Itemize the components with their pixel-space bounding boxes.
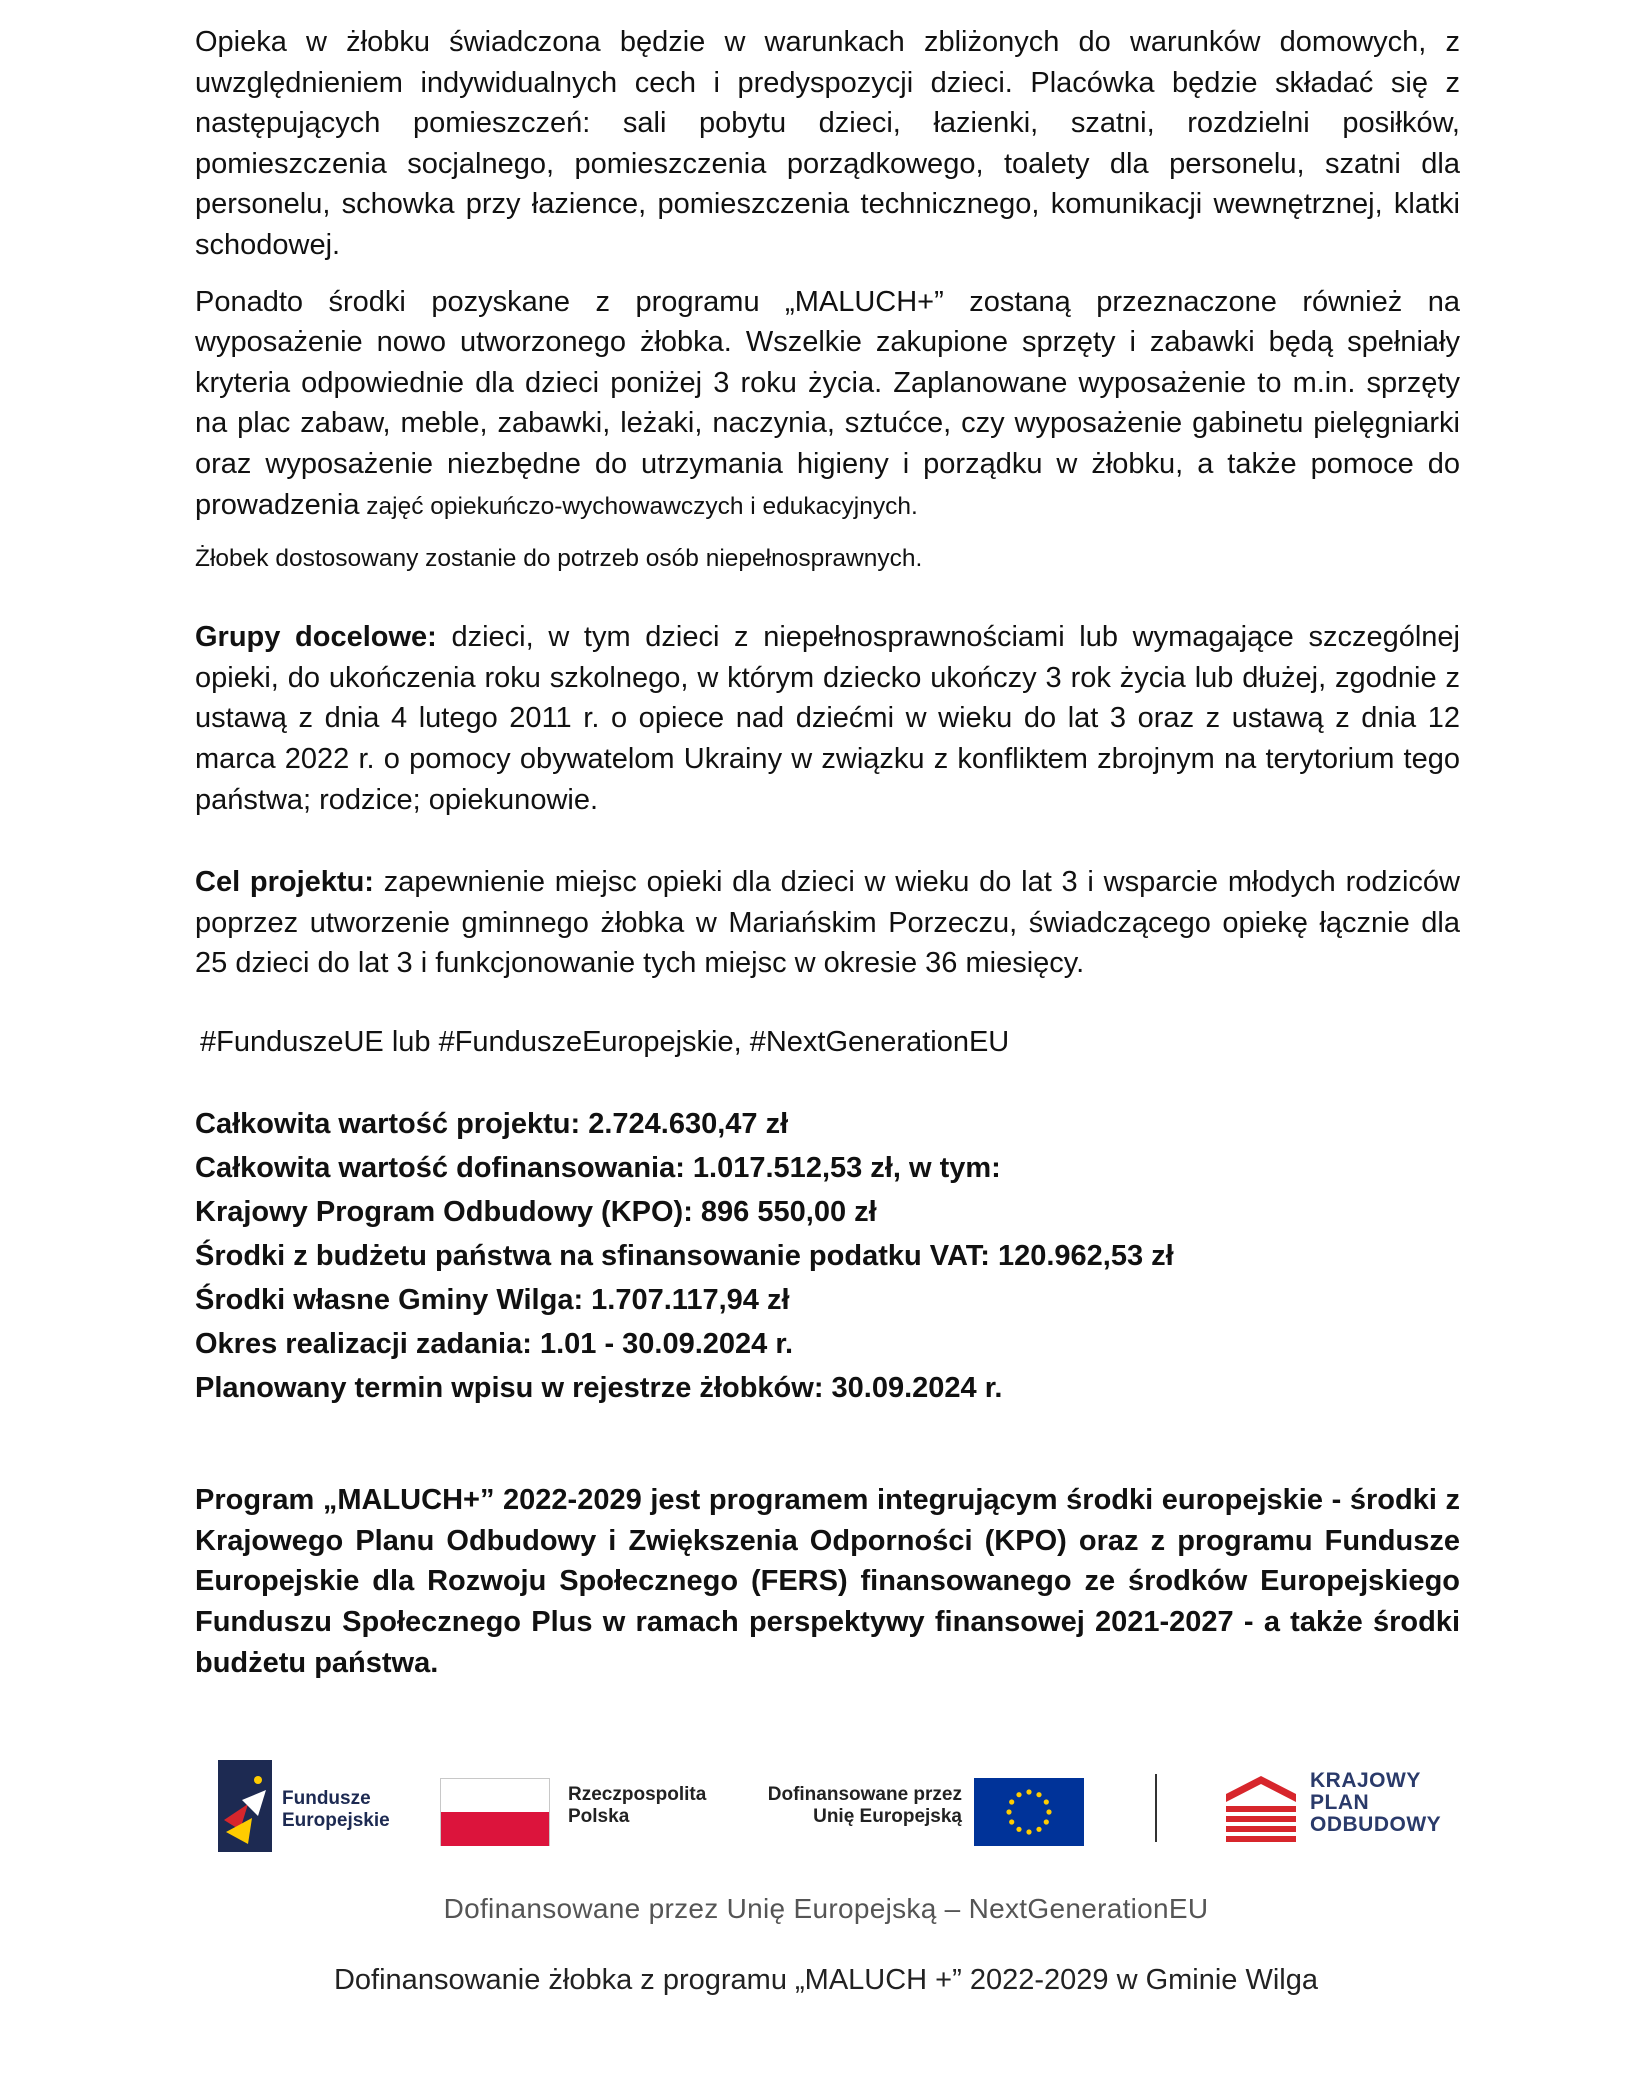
fundusze-europejskie-logo <box>218 1760 408 1852</box>
eu-label <box>756 1784 962 1828</box>
document-body <box>195 22 1460 1684</box>
fe-label-line2: Europejskie <box>282 1810 390 1831</box>
rp-label-line1: Rzeczpospolita <box>568 1784 707 1805</box>
eu-label-line1: Dofinansowane przez <box>767 1784 962 1805</box>
kpo-label <box>1310 1770 1441 1836</box>
eu-flag-icon <box>974 1778 1084 1846</box>
logo-bar <box>0 1760 1652 1860</box>
fe-label <box>282 1788 390 1832</box>
kpo-label-line2: PLAN <box>1310 1791 1370 1814</box>
kpo-icon <box>1226 1776 1296 1842</box>
page-footer: Dofinansowanie żłobka z programu „MALUCH +” 2022-2029 w Gminie Wilga <box>333 1964 1319 1996</box>
fact-registry-date: Planowany termin wpisu w rejestrze żłobków: 30.09.2024 r. <box>195 1371 1003 1404</box>
paragraph-equipment <box>195 282 1460 526</box>
fact-kpo: Krajowy Program Odbudowy (KPO): 896 550,00 zł <box>195 1195 877 1228</box>
equipment-text: Ponadto środki pozyskane z programu „MALUCH+” zostaną przeznaczone również na wyposażenie nowo utworzonego żłobka. Wszelkie zakupione sprzęty i zabawki będą spełniały kryteria odpowiednie dla dzieci poniżej 3 roku życia. Zaplanowane wyposażenie to m.in. sprzęty na plac zabaw, meble, zabawki, leżaki, naczynia, sztućce, czy wyposażenie gabinetu pielęgniarki oraz wyposażenie niezbędne do utrzymania higieny i porządku w żłobku, a także pomoce do prowadzenia <box>195 285 1460 521</box>
target-groups-label: Grupy docelowe: <box>195 621 437 654</box>
paragraph-target-groups <box>195 617 1460 820</box>
fact-own-funds: Środki własne Gminy Wilga: 1.707.117,94 zł <box>195 1283 790 1316</box>
program-note: Program „MALUCH+” 2022-2029 jest programem integrującym środki europejskie - środki z Krajowego Planu Odbudowy i Zwiększenia Odporności (KPO) oraz z programu Fundusze Europejskie dla Rozwoju Społecznego (FERS) finansowanego ze środków Europejskiego Funduszu Społecznego Plus w ramach perspektywy finansowej 2021-2027 - a także środki budżetu państwa. <box>195 1483 1460 1680</box>
fundusze-europejskie-icon <box>218 1760 272 1852</box>
equipment-text-small: zajęć opiekuńczo-wychowawczych i edukacyjnych. <box>359 492 918 520</box>
eu-label-line2: Unię Europejską <box>813 1806 962 1827</box>
paragraph-project-goal <box>195 862 1460 984</box>
fe-label-line1: Fundusze <box>282 1788 371 1809</box>
polish-flag-icon <box>440 1778 550 1846</box>
fact-cofinancing: Całkowita wartość dofinansowania: 1.017.512,53 zł, w tym: <box>195 1151 1001 1184</box>
fact-period: Okres realizacji zadania: 1.01 - 30.09.2024 r. <box>195 1327 794 1360</box>
kpo-label-line3: ODBUDOWY <box>1310 1813 1442 1836</box>
project-goal-text: zapewnienie miejsc opieki dla dzieci w wieku do lat 3 i wsparcie młodych rodziców poprzez utworzenie gminnego żłobka w Mariańskim Porzeczu, świadczącego opiekę łącznie dla 25 dzieci do lat 3 i funkcjonowanie tych miejsc w okresie 36 miesięcy. <box>195 866 1460 980</box>
logo-divider <box>1155 1774 1157 1842</box>
rp-label <box>568 1784 706 1828</box>
target-groups-text: dzieci, w tym dzieci z niepełnosprawnościami lub wymagające szczególnej opieki, do ukończenia roku szkolnego, w którym dziecko ukończy 3 rok życia lub dłużej, zgodnie z ustawą z dnia 4 lutego 2011 r. o opiece nad dziećmi w wieku do lat 3 oraz z ustawą z dnia 12 marca 2022 r. o pomocy obywatelom Ukrainy w związku z konfliktem zbrojnym na terytorium tego państwa; rodzice; opiekunowie. <box>195 621 1460 816</box>
kpo-label-line1: KRAJOWY <box>1310 1769 1421 1792</box>
nextgenerationeu-caption: Dofinansowane przez Unię Europejską – NextGenerationEU <box>443 1893 1209 1924</box>
rp-label-line2: Polska <box>568 1806 630 1827</box>
paragraph-accessibility: Żłobek dostosowany zostanie do potrzeb osób niepełnosprawnych. <box>195 545 923 573</box>
hashtags: #FunduszeUE lub #FunduszeEuropejskie, #NextGenerationEU <box>200 1025 1010 1058</box>
paragraph-care-conditions: Opieka w żłobku świadczona będzie w warunkach zbliżonych do warunków domowych, z uwzględnieniem indywidualnych cech i predyspozycji dzieci. Placówka będzie składać się z następujących pomieszczeń: sali pobytu dzieci, łazienki, szatni, rozdzielni posiłków, pomieszczenia socjalnego, pomieszczenia porządkowego, toalety dla personelu, szatni dla personelu, schowka przy łazience, pomieszczenia technicznego, komunikacji wewnętrznej, klatki schodowej. <box>195 26 1460 261</box>
project-goal-label: Cel projektu: <box>195 866 374 899</box>
project-facts <box>195 1102 1460 1410</box>
fact-vat: Środki z budżetu państwa na sfinansowanie podatku VAT: 120.962,53 zł <box>195 1239 1174 1272</box>
fact-total-value: Całkowita wartość projektu: 2.724.630,47 zł <box>195 1107 789 1140</box>
